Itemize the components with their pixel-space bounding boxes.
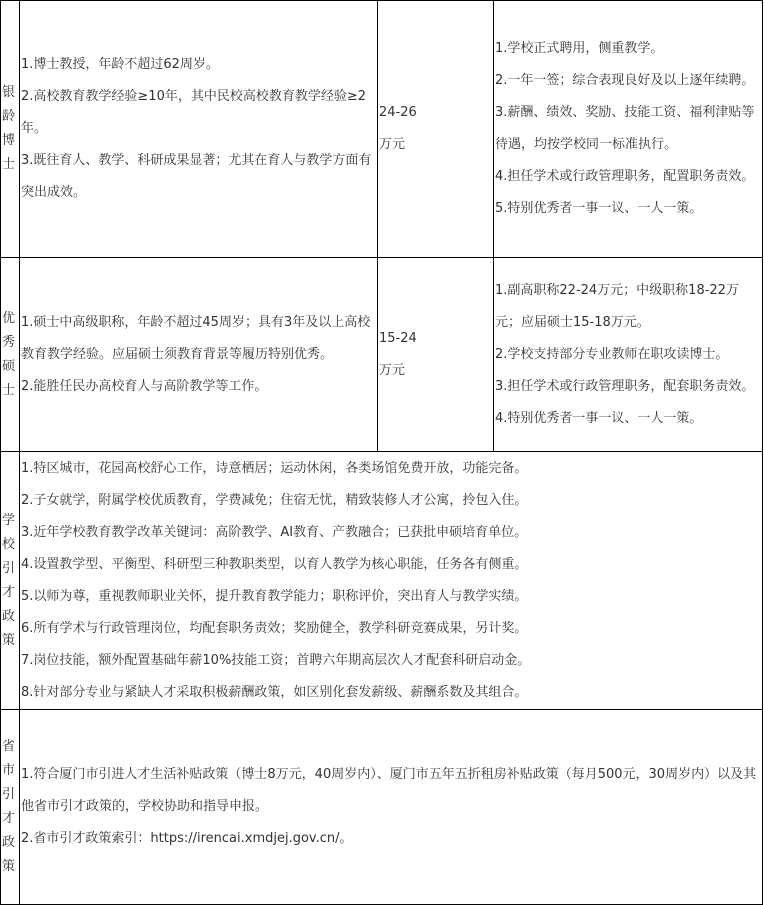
category-char: 优 bbox=[2, 310, 16, 326]
category-char: 才 bbox=[2, 811, 16, 826]
benefit-item: 3.担任学术或行政管理职务，配套职务责效。 bbox=[495, 378, 755, 394]
category-char: 市 bbox=[2, 763, 16, 778]
master-row bbox=[1, 258, 763, 452]
policy-item: 8.针对部分专业与紧缺人才采取积极薪酬政策，如区别化套发薪级、薪酬系数及其组合。 bbox=[21, 684, 528, 700]
policy-item: 5.以师为尊，重视教师职业关怀，提升教育教学能力；职称评价，突出育人与教学实绩。 bbox=[21, 588, 528, 604]
salary-unit: 万元 bbox=[379, 137, 406, 152]
policy-item: 1.特区城市，花园高校舒心工作，诗意栖居；运动休闲，各类场馆免费开放，功能完备。 bbox=[21, 460, 528, 476]
phd-category-cell bbox=[1, 1, 20, 258]
category-char: 校 bbox=[2, 536, 16, 552]
category-char: 硕 bbox=[2, 358, 16, 374]
requirement-item: 2.高校教育教学经验≥10年，其中民校高校教育教学经验≥2年。 bbox=[21, 89, 367, 136]
requirement-item: 1.硕士中高级职称，年龄不超过45周岁；具有3年及以上高校教育教学经验。应届硕士须教育背景等履历特别优秀。 bbox=[21, 314, 371, 362]
benefit-item: 1.副高职称22-24万元；中级职称18-22万元；应届硕士15-18万元。 bbox=[495, 282, 739, 330]
school-policy-category-cell bbox=[1, 452, 20, 710]
category-char: 策 bbox=[2, 632, 16, 648]
school-policy-items-cell bbox=[20, 452, 763, 710]
requirement-item: 2.能胜任民办高校育人与高阶教学等工作。 bbox=[21, 378, 268, 394]
policy-item: 3.近年学校教育教学改革关键词：高阶教学、AI教育、产教融合；已获批申硕培育单位。 bbox=[21, 524, 528, 540]
benefit-item: 4.特别优秀者一事一议、一人一策。 bbox=[495, 410, 703, 426]
master-category-cell bbox=[1, 258, 20, 452]
salary-unit: 万元 bbox=[379, 362, 406, 378]
category-char: 引 bbox=[2, 787, 16, 802]
category-char: 博 bbox=[2, 133, 16, 148]
category-char: 秀 bbox=[2, 334, 16, 350]
policy-link-item[interactable]: 2.省市引才政策索引：https://irencai.xmdjej.gov.cn/。 bbox=[21, 831, 353, 846]
category-char: 士 bbox=[2, 157, 16, 172]
category-char: 学 bbox=[2, 512, 16, 528]
category-char: 政 bbox=[2, 835, 16, 850]
category-char: 政 bbox=[2, 608, 16, 624]
salary-range: 24-26 bbox=[379, 105, 417, 120]
policy-item: 7.岗位技能，额外配置基础年薪10%技能工资；首聘六年期高层次人才配套科研启动金。 bbox=[21, 652, 531, 668]
category-char: 银 bbox=[2, 85, 16, 100]
category-char: 引 bbox=[2, 560, 16, 576]
master-benefits-cell bbox=[494, 258, 763, 452]
school-policy-row bbox=[1, 452, 763, 710]
category-char: 省 bbox=[2, 739, 16, 754]
city-policy-items-cell bbox=[20, 710, 763, 905]
policy-item: 1.符合厦门市引进人才生活补贴政策（博士8万元，40周岁内）、厦门市五年五折租房补贴政策（每月500元，30周岁内）以及其他省市引才政策的，学校协助和指导申报。 bbox=[21, 767, 757, 814]
category-char: 才 bbox=[2, 584, 16, 600]
policy-item: 2.子女就学，附属学校优质教育，学费减免；住宿无忧，精致装修人才公寓，拎包入住。 bbox=[21, 492, 528, 508]
requirement-item: 1.博士教授，年龄不超过62周岁。 bbox=[21, 57, 219, 72]
benefit-item: 3.薪酬、绩效、奖励、技能工资、福利津贴等待遇，均按学校同一标准执行。 bbox=[495, 105, 755, 152]
city-policy-row bbox=[1, 710, 763, 905]
phd-row bbox=[1, 1, 763, 258]
benefit-item: 1.学校正式聘用，侧重教学。 bbox=[495, 41, 664, 56]
city-policy-category-cell bbox=[1, 710, 20, 905]
phd-salary-cell bbox=[378, 1, 494, 258]
phd-benefits-cell bbox=[494, 1, 763, 258]
category-char: 策 bbox=[2, 859, 16, 874]
master-requirements-cell bbox=[20, 258, 378, 452]
benefit-item: 4.担任学术或行政管理职务，配置职务责效。 bbox=[495, 169, 755, 184]
benefit-item: 5.特别优秀者一事一议、一人一策。 bbox=[495, 201, 703, 216]
master-salary-cell bbox=[378, 258, 494, 452]
phd-requirements-cell bbox=[20, 1, 378, 258]
requirement-item: 3.既往育人、教学、科研成果显著；尤其在育人与教学方面有突出成效。 bbox=[21, 153, 372, 200]
benefit-item: 2.学校支持部分专业教师在职攻读博士。 bbox=[495, 346, 729, 362]
category-char: 士 bbox=[2, 382, 16, 398]
policy-item: 4.设置教学型、平衡型、科研型三种教职类型，以育人教学为核心职能，任务各有侧重。 bbox=[21, 556, 528, 572]
benefit-item: 2.一年一签；综合表现良好及以上逐年续聘。 bbox=[495, 73, 755, 88]
policy-item: 6.所有学术与行政管理岗位，均配套职务责效；奖励健全，教学科研竞赛成果，另计奖。 bbox=[21, 620, 528, 636]
category-char: 龄 bbox=[2, 109, 16, 124]
salary-range: 15-24 bbox=[379, 330, 417, 346]
